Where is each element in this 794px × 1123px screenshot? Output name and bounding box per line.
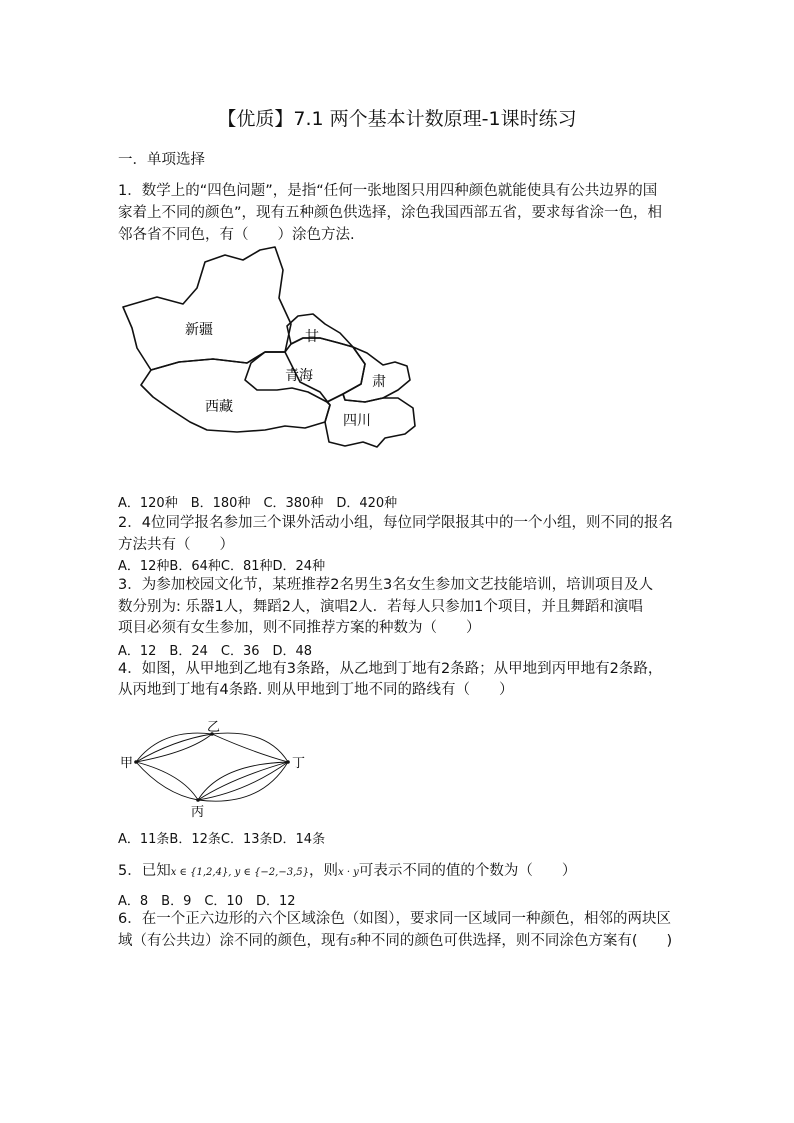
map-label-sichuan: 四川 [343, 413, 371, 429]
q2-options: A．12种B．64种C．81种D．24种 [118, 559, 326, 574]
q1-options: A．120种 B．180种 C．380种 D．420种 [118, 496, 398, 511]
western-provinces-map [115, 240, 425, 460]
map-label-qinghai: 青海 [285, 368, 313, 384]
q1-line-2: 家着上不同的颜色”，现有五种颜色供选择，涂色我国西部五省，要求每省涂一色，相 [118, 205, 663, 221]
page-title: 【优质】7.1 两个基本计数原理-1课时练习 [217, 108, 577, 130]
q6-math-five: 5 [350, 937, 357, 948]
q3-line-3: 项目必须有女生参加，则不同推荐方案的种数为（ ） [118, 620, 481, 636]
section-heading: 一．单项选择 [118, 152, 205, 168]
q2-line-1: 2．4位同学报名参加三个课外活动小组，每位同学限报其中的一个小组，则不同的报名 [118, 515, 673, 531]
q5-math-sets: x ∈ {1,2,4}, y ∈ {−2,−3,5} [170, 867, 309, 878]
q6-line-1: 6．在一个正六边形的六个区域涂色（如图），要求同一区域同一种颜色，相邻的两块区 [118, 911, 671, 927]
q1-line-3: 邻各省不同色，有（ ）涂色方法. [118, 227, 355, 243]
q5-line [118, 860, 576, 884]
q4-line-1: 4．如图，从甲地到乙地有3条路，从乙地到丁地有2条路；从甲地到丙甲地有2条路， [118, 661, 663, 677]
node-label-yi: 乙 [207, 720, 221, 735]
node-bing [196, 798, 200, 802]
map-label-xinjiang: 新疆 [185, 322, 213, 338]
q3-line-2: 数分别为: 乐器1人，舞蹈2人，演唱2人．若每人只参加1个项目，并且舞蹈和演唱 [118, 599, 643, 615]
q5-suffix: 可表示不同的值的个数为（ ） [358, 863, 577, 879]
route-diagram [112, 720, 312, 820]
q5-options: A．8 B．9 C．10 D．12 [118, 894, 296, 909]
q2-line-2: 方法共有（ ） [118, 537, 234, 553]
xizang-region [141, 352, 330, 432]
q5-middle: ，则 [309, 863, 338, 879]
node-label-ding: 丁 [292, 756, 306, 771]
q6-line-2 [118, 930, 672, 954]
q1-line-1: 1．数学上的“四色问题”，是指“任何一张地图只用四种颜色就能使具有公共边界的国 [118, 183, 658, 199]
q4-line-2: 从丙地到丁地有4条路. 则从甲地到丁地不同的路线有（ ） [118, 682, 514, 698]
map-label-su: 肃 [372, 374, 386, 390]
node-ding [286, 760, 290, 764]
q6-line2-prefix: 域（有公共边）涂不同的颜色，现有 [118, 933, 350, 949]
node-label-jia: 甲 [120, 756, 134, 771]
q3-line-1: 3．为参加校园文化节，某班推荐2名男生3名女生参加文艺技能培训，培训项目及人 [118, 577, 654, 593]
node-label-bing: 丙 [191, 805, 205, 820]
q6-line2-suffix: 种不同的颜色可供选择，则不同涂色方案有( ) [356, 933, 673, 949]
q5-prefix: 5．已知 [118, 863, 171, 879]
map-label-gan: 甘 [305, 329, 319, 345]
map-label-xizang: 西藏 [205, 399, 233, 415]
q4-options: A．11条B．12条C．13条D．14条 [118, 832, 326, 847]
gansu-upper-region [287, 314, 353, 347]
q5-math-product: x · y [338, 867, 359, 878]
node-jia [134, 760, 138, 764]
q3-options: A．12 B．24 C．36 D．48 [118, 644, 313, 659]
